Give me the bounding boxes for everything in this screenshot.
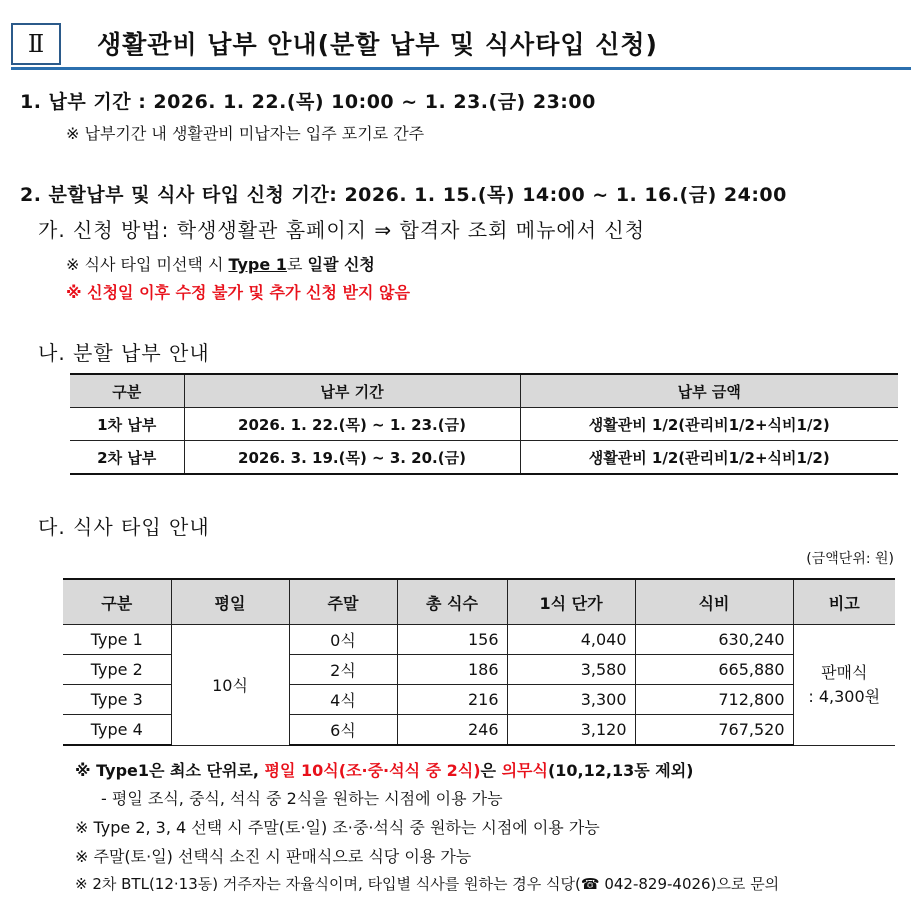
table-cell: 생활관비 1/2(관리비1/2+식비1/2) bbox=[520, 408, 898, 441]
section-title: 생활관비 납부 안내(분할 납부 및 식사타입 신청) bbox=[97, 30, 658, 59]
default-type-note bbox=[66, 252, 375, 275]
meal-type-cell: Type 4 bbox=[63, 715, 171, 746]
meal-type-cell: Type 2 bbox=[63, 655, 171, 685]
amount-unit-note: (금액단위: 원) bbox=[806, 551, 894, 567]
meal-type-table bbox=[63, 578, 895, 746]
meal-header-cell: 비고 bbox=[793, 579, 895, 625]
remark-cell bbox=[793, 625, 895, 746]
footnote-type1-exclusion: (10,12,13동 제외) bbox=[547, 761, 694, 780]
meal-cost-cell: 712,800 bbox=[635, 685, 793, 715]
footnote-btl-a: ※ 2차 BTL(12·13동) 거주자는 자율식이며, 타입별 식사를 원하는 경우 식당( bbox=[75, 875, 581, 893]
meal-header-cell: 1식 단가 bbox=[507, 579, 635, 625]
meal-header-cell: 주말 bbox=[289, 579, 397, 625]
total-meals-cell: 156 bbox=[397, 625, 507, 655]
application-method: 가. 신청 방법: 학생생활관 홈페이지 ⇒ 합격자 조회 메뉴에서 신청 bbox=[38, 218, 646, 242]
phone-icon: ☎ bbox=[580, 875, 600, 893]
meal-header-cell: 총 식수 bbox=[397, 579, 507, 625]
unit-price-cell: 3,120 bbox=[507, 715, 635, 746]
unit-price-cell: 3,580 bbox=[507, 655, 635, 685]
section-number-box: Ⅱ bbox=[11, 23, 61, 65]
application-period-heading: 2. 분할납부 및 식사 타입 신청 기간: 2026. 1. 15.(목) 14:00 ~ 1. 16.(금) 24:00 bbox=[20, 184, 787, 206]
meal-type-subheading: 다. 식사 타입 안내 bbox=[38, 515, 210, 539]
table-cell: 2차 납부 bbox=[70, 441, 184, 475]
meal-header-cell: 식비 bbox=[635, 579, 793, 625]
installment-table bbox=[70, 373, 898, 475]
default-type-note-prefix: ※ 식사 타입 미선택 시 bbox=[66, 255, 229, 274]
installment-header-row bbox=[70, 374, 898, 408]
remark-line: : 4,300원 bbox=[808, 686, 881, 706]
weekend-meals-cell: 6식 bbox=[289, 715, 397, 746]
table-cell: 생활관비 1/2(관리비1/2+식비1/2) bbox=[520, 441, 898, 475]
meal-cost-cell: 767,520 bbox=[635, 715, 793, 746]
weekday-meals-cell: 10식 bbox=[171, 625, 289, 746]
footnote-type1-detail: - 평일 조식, 중식, 석식 중 2식을 원하는 시점에 이용 가능 bbox=[101, 789, 503, 808]
weekend-meals-cell: 0식 bbox=[289, 625, 397, 655]
payment-period-note: ※ 납부기간 내 생활관비 미납자는 입주 포기로 간주 bbox=[66, 124, 425, 143]
installment-subheading: 나. 분할 납부 안내 bbox=[38, 341, 210, 365]
installment-header-cell: 구분 bbox=[70, 374, 184, 408]
total-meals-cell: 186 bbox=[397, 655, 507, 685]
table-cell: 2026. 1. 22.(목) ~ 1. 23.(금) bbox=[184, 408, 520, 441]
footnote-type1-mandatory: 의무식 bbox=[501, 761, 548, 780]
footnote-type1-c: 은 bbox=[480, 761, 502, 780]
table-cell: 2026. 3. 19.(목) ~ 3. 20.(금) bbox=[184, 441, 520, 475]
meal-type-cell: Type 3 bbox=[63, 685, 171, 715]
footnote-type1 bbox=[75, 758, 693, 781]
meal-type-cell: Type 1 bbox=[63, 625, 171, 655]
installment-header-cell: 납부 금액 bbox=[520, 374, 898, 408]
meal-header-cell: 평일 bbox=[171, 579, 289, 625]
footnote-weekend-exhausted: ※ 주말(토·일) 선택식 소진 시 판매식으로 식당 이용 가능 bbox=[75, 847, 472, 866]
remark-line: 판매식 bbox=[821, 662, 868, 682]
weekend-meals-cell: 2식 bbox=[289, 655, 397, 685]
footnote-btl bbox=[75, 873, 779, 894]
table-row bbox=[70, 441, 898, 475]
meal-cost-cell: 665,880 bbox=[635, 655, 793, 685]
installment-header-cell: 납부 기간 bbox=[184, 374, 520, 408]
weekend-meals-cell: 4식 bbox=[289, 685, 397, 715]
table-cell: 1차 납부 bbox=[70, 408, 184, 441]
meal-cost-cell: 630,240 bbox=[635, 625, 793, 655]
unit-price-cell: 4,040 bbox=[507, 625, 635, 655]
title-underline bbox=[11, 67, 911, 70]
footnote-weekend-types: ※ Type 2, 3, 4 선택 시 주말(토·일) 조·중·석식 중 원하는 시점에 이용 가능 bbox=[75, 818, 600, 837]
default-type-label: Type 1 bbox=[228, 255, 287, 274]
default-type-note-bold: 일괄 신청 bbox=[307, 255, 375, 274]
footnote-type1-a: ※ Type1은 최소 단위로, bbox=[75, 761, 265, 780]
footnote-btl-b: 042-829-4026)으로 문의 bbox=[599, 875, 780, 893]
no-change-warning: ※ 신청일 이후 수정 불가 및 추가 신청 받지 않음 bbox=[66, 283, 410, 302]
total-meals-cell: 246 bbox=[397, 715, 507, 746]
meal-header-cell: 구분 bbox=[63, 579, 171, 625]
table-row bbox=[70, 408, 898, 441]
payment-period-heading: 1. 납부 기간 : 2026. 1. 22.(목) 10:00 ~ 1. 23.(금) 23:00 bbox=[20, 91, 596, 113]
table-row bbox=[63, 625, 895, 655]
meal-header-row bbox=[63, 579, 895, 625]
total-meals-cell: 216 bbox=[397, 685, 507, 715]
footnote-type1-weekday: 평일 10식(조·중·석식 중 2식) bbox=[264, 761, 481, 780]
unit-price-cell: 3,300 bbox=[507, 685, 635, 715]
default-type-note-mid: 로 bbox=[286, 255, 308, 274]
